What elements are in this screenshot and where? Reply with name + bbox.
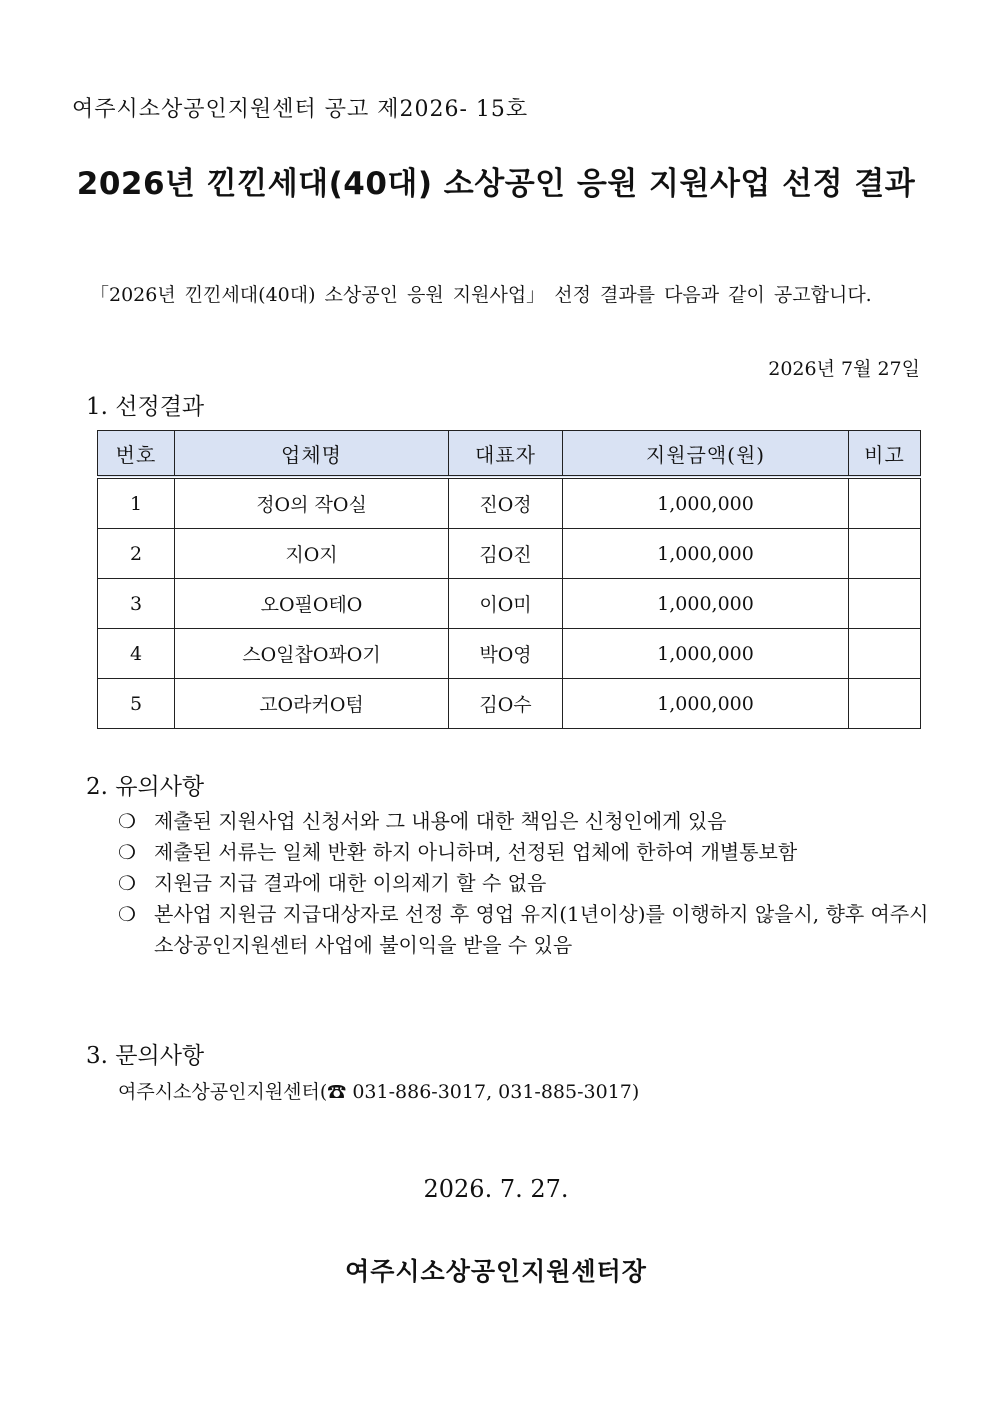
cell-representative: 진O정 bbox=[449, 477, 563, 529]
cell-representative: 이O미 bbox=[449, 579, 563, 629]
note-text: 제출된 지원사업 신청서와 그 내용에 대한 책임은 신청인에게 있음 bbox=[154, 809, 727, 833]
column-header-representative: 대표자 bbox=[449, 431, 563, 478]
list-item bbox=[118, 899, 938, 961]
cell-number: 1 bbox=[98, 477, 175, 529]
section-heading-results: 1. 선정결과 bbox=[86, 394, 205, 420]
cell-amount: 1,000,000 bbox=[563, 529, 849, 579]
section-heading-inquiry: 3. 문의사항 bbox=[86, 1043, 205, 1069]
table-row bbox=[98, 477, 921, 529]
cell-company: 지O지 bbox=[175, 529, 449, 579]
contact-info: 여주시소상공인지원센터(☎ 031-886-3017, 031-885-3017) bbox=[118, 1081, 640, 1103]
column-header-remarks: 비고 bbox=[849, 431, 921, 478]
column-header-amount: 지원금액(원) bbox=[563, 431, 849, 478]
cell-remarks bbox=[849, 529, 921, 579]
cell-amount: 1,000,000 bbox=[563, 679, 849, 729]
cell-representative: 박O영 bbox=[449, 629, 563, 679]
footer-date: 2026. 7. 27. bbox=[423, 1175, 569, 1203]
list-item bbox=[118, 868, 938, 899]
table-header-row bbox=[98, 431, 921, 478]
intro-paragraph: 「2026년 낀낀세대(40대) 소상공인 응원 지원사업」 선정 결과를 다음과 같이 공고합니다. bbox=[90, 284, 872, 306]
circle-bullet-icon: ❍ bbox=[118, 871, 136, 895]
results-table bbox=[97, 430, 921, 729]
table-row bbox=[98, 629, 921, 679]
cell-remarks bbox=[849, 629, 921, 679]
cell-company: 오O필O테O bbox=[175, 579, 449, 629]
document-title: 2026년 낀낀세대(40대) 소상공인 응원 지원사업 선정 결과 bbox=[76, 166, 916, 202]
cell-number: 2 bbox=[98, 529, 175, 579]
cell-number: 3 bbox=[98, 579, 175, 629]
cell-representative: 김O진 bbox=[449, 529, 563, 579]
cell-representative: 김O수 bbox=[449, 679, 563, 729]
section-heading-notes: 2. 유의사항 bbox=[86, 774, 205, 800]
note-text: 지원금 지급 결과에 대한 이의제기 할 수 없음 bbox=[154, 871, 547, 895]
cell-remarks bbox=[849, 579, 921, 629]
cell-company: 스O일찹O꽈O기 bbox=[175, 629, 449, 679]
list-item bbox=[118, 837, 938, 868]
circle-bullet-icon: ❍ bbox=[118, 840, 136, 864]
note-text: 본사업 지원금 지급대상자로 선정 후 영업 유지(1년이상)를 이행하지 않을시, 향후 여주시 소상공인지원센터 사업에 불이익을 받을 수 있음 bbox=[154, 902, 929, 957]
cell-amount: 1,000,000 bbox=[563, 629, 849, 679]
column-header-number: 번호 bbox=[98, 431, 175, 478]
notes-list bbox=[118, 806, 938, 961]
issue-date: 2026년 7월 27일 bbox=[768, 358, 920, 380]
note-text: 제출된 서류는 일체 반환 하지 아니하며, 선정된 업체에 한하여 개별통보함 bbox=[154, 840, 798, 864]
cell-amount: 1,000,000 bbox=[563, 579, 849, 629]
circle-bullet-icon: ❍ bbox=[118, 902, 136, 926]
cell-number: 5 bbox=[98, 679, 175, 729]
footer-organization: 여주시소상공인지원센터장 bbox=[345, 1257, 647, 1286]
table-row bbox=[98, 579, 921, 629]
column-header-company: 업체명 bbox=[175, 431, 449, 478]
notice-number: 여주시소상공인지원센터 공고 제2026- 15호 bbox=[72, 97, 529, 122]
cell-remarks bbox=[849, 477, 921, 529]
circle-bullet-icon: ❍ bbox=[118, 809, 136, 833]
list-item bbox=[118, 806, 938, 837]
cell-company: 고O라커O텀 bbox=[175, 679, 449, 729]
table-row bbox=[98, 679, 921, 729]
table-row bbox=[98, 529, 921, 579]
cell-remarks bbox=[849, 679, 921, 729]
cell-amount: 1,000,000 bbox=[563, 477, 849, 529]
cell-company: 정O의 작O실 bbox=[175, 477, 449, 529]
cell-number: 4 bbox=[98, 629, 175, 679]
